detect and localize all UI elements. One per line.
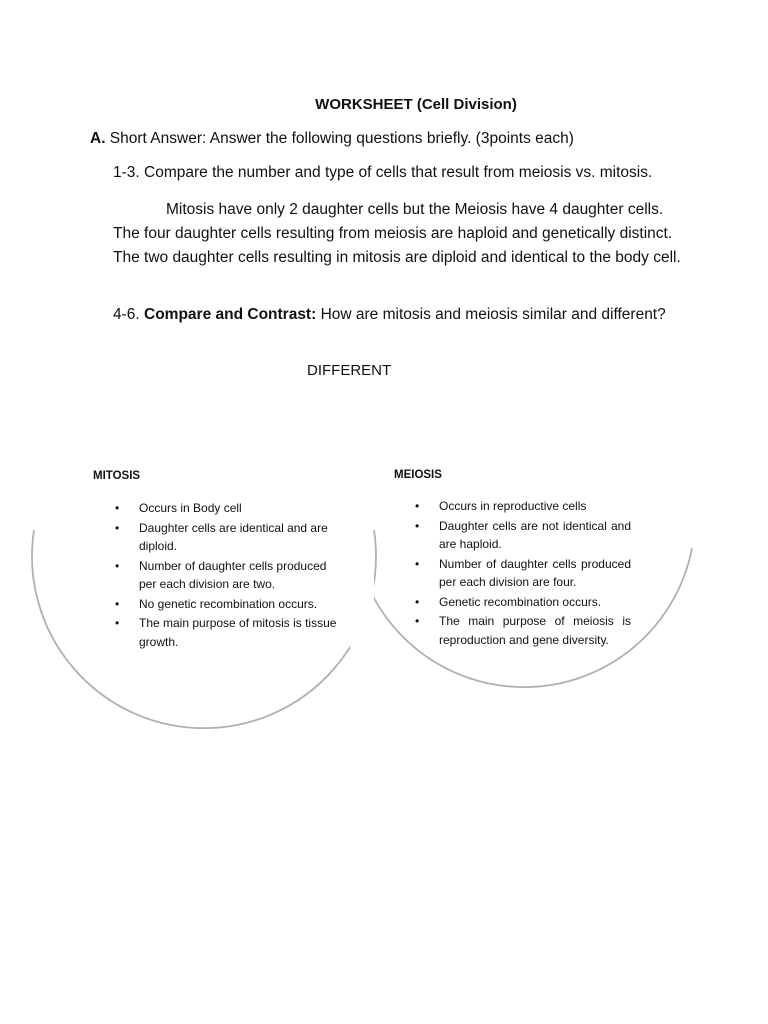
list-item: • No genetic recombination occurs. (115, 595, 345, 614)
diagram-heading: DIFFERENT (307, 362, 392, 379)
list-item: • Daughter cells are identical and are diploid. (115, 519, 345, 556)
mitosis-label: MITOSIS (93, 470, 141, 482)
section-instructions: Short Answer: Answer the following questions briefly. (3points each) (105, 130, 574, 147)
meiosis-list (415, 497, 631, 650)
list-item: • Occurs in Body cell (115, 499, 345, 518)
page-title: WORKSHEET (Cell Division) (315, 96, 517, 113)
answer-1-3-text: Mitosis have only 2 daughter cells but the Meiosis have 4 daughter cells. The four daughter cells resulting from meiosis are haploid and genetically distinct. The two daughter cells resulting in mitosis are diploid and identical to the body cell. (113, 201, 681, 266)
list-item: • Number of daughter cells produced per each division are four. (415, 555, 631, 592)
list-item: • Occurs in reproductive cells (415, 497, 631, 516)
meiosis-label: MEIOSIS (394, 469, 442, 481)
list-item: • The main purpose of mitosis is tissue growth. (115, 614, 345, 651)
mitosis-list (115, 499, 345, 652)
answer-1-3 (113, 198, 693, 270)
list-item: • Daughter cells are not identical and are haploid. (415, 517, 631, 554)
question-4-6-bold: Compare and Contrast: (144, 306, 317, 323)
section-letter: A. (90, 130, 106, 147)
question-4-6-number: 4-6. (113, 306, 145, 323)
list-item: • Number of daughter cells produced per each division are two. (115, 557, 345, 594)
overlap-mask (350, 540, 374, 650)
question-4-6-text: How are mitosis and meiosis similar and different? (316, 306, 666, 323)
list-item: • The main purpose of meiosis is reproduction and gene diversity. (415, 612, 631, 649)
question-1-3: 1-3. Compare the number and type of cells that result from meiosis vs. mitosis. (113, 164, 653, 181)
question-4-6 (113, 303, 673, 327)
section-a-heading (90, 130, 574, 148)
list-item: • Genetic recombination occurs. (415, 593, 631, 612)
